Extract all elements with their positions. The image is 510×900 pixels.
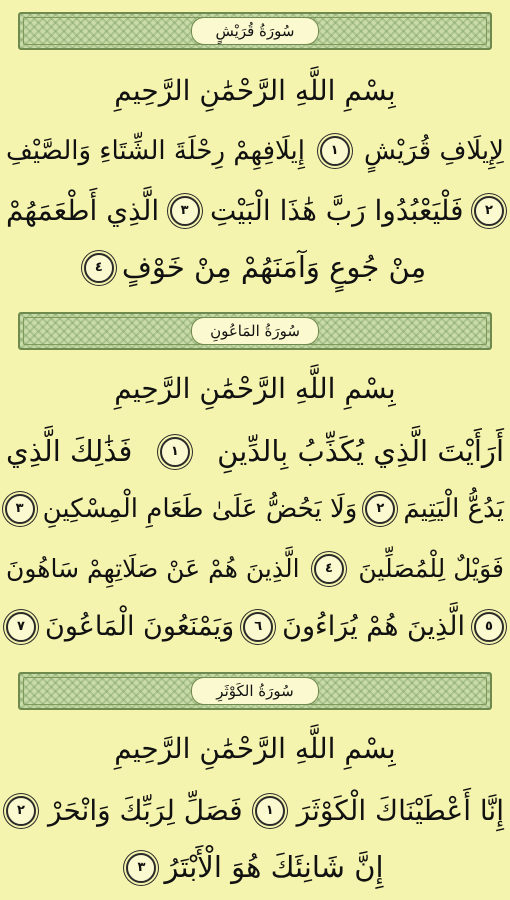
ayah-number-marker: ١ [255,796,285,826]
basmala: بِسْمِ اللَّهِ الرَّحْمَٰنِ الرَّحِيمِ [114,732,396,765]
ayah-text: فَلْيَعْبُدُوا رَبَّ هَٰذَا الْبَيْتِ [209,194,464,227]
surah-title: سُورَةُ المَاعُونِ [191,317,319,345]
basmala: بِسْمِ اللَّهِ الرَّحْمَٰنِ الرَّحِيمِ [114,74,396,107]
text-line [6,796,504,827]
surah-header-al-kawthar [18,672,492,710]
ayah-text: فَذَٰلِكَ الَّذِي [6,434,133,468]
ayah-text: إِيلَافِهِمْ رِحْلَةَ الشِّتَاءِ وَالصَّيْفِ [6,135,306,166]
text-line [6,554,504,584]
text-line [6,852,504,884]
ayah-number-marker: ٦ [243,612,273,642]
ayah-number-marker: ١ [160,437,190,467]
ayah-number-marker: ٣ [126,853,156,883]
ayah-number-marker: ٣ [170,196,200,226]
ayah-number-marker: ٢ [474,196,504,226]
ayah-number-marker: ٤ [84,253,114,283]
surah-header-quraysh [18,12,492,50]
surah-header-al-maun [18,312,492,350]
ayah-number-marker: ٤ [314,554,344,584]
text-line [6,196,504,227]
text-line [6,136,504,166]
ayah-text: الَّذِينَ هُمْ عَنْ صَلَاتِهِمْ سَاهُونَ [6,554,300,584]
ayah-text: وَيَمْنَعُونَ الْمَاعُونَ [45,611,235,643]
ayah-text: الَّذِينَ هُمْ يُرَاءُونَ [282,611,465,643]
ayah-number-marker: ٥ [474,612,504,642]
ayah-text: إِنَّ شَانِئَكَ هُوَ الْأَبْتَرُ [164,850,384,884]
surah-title: سُورَةُ الكَوْثَرِ [191,677,319,705]
ayah-text: أَرَأَيْتَ الَّذِي يُكَذِّبُ بِالدِّينِ [217,434,504,468]
ayah-number-marker: ١ [320,136,350,166]
ayah-text: فَصَلِّ لِرَبِّكَ وَانْحَرْ [48,794,243,827]
text-line [6,252,504,284]
text-line [6,612,504,642]
surah-title: سُورَةُ قُرَيْشٍ [191,17,319,45]
ayah-text: الَّذِي أَطْعَمَهُمْ [6,194,160,227]
ayah-text: فَوَيْلٌ لِلْمُصَلِّينَ [358,554,504,584]
ayah-number-marker: ٧ [6,612,36,642]
ayah-number-marker: ٢ [6,796,36,826]
ayah-number-marker: ٣ [5,494,35,524]
ayah-text: لِإِيلَافِ قُرَيْشٍ [364,135,504,166]
ayah-text: إِنَّا أَعْطَيْنَاكَ الْكَوْثَرَ [296,794,504,827]
text-line [6,494,504,524]
basmala: بِسْمِ اللَّهِ الرَّحْمَٰنِ الرَّحِيمِ [114,372,396,405]
ayah-text: مِنْ جُوعٍ وَآمَنَهُمْ مِنْ خَوْفٍ [121,250,427,284]
ayah-text: يَدُعُّ الْيَتِيمَ [403,493,504,524]
ayah-text: وَلَا يَحُضُّ عَلَىٰ طَعَامِ الْمِسْكِينِ [42,493,358,524]
text-line [6,436,504,468]
ayah-number-marker: ٢ [365,494,395,524]
